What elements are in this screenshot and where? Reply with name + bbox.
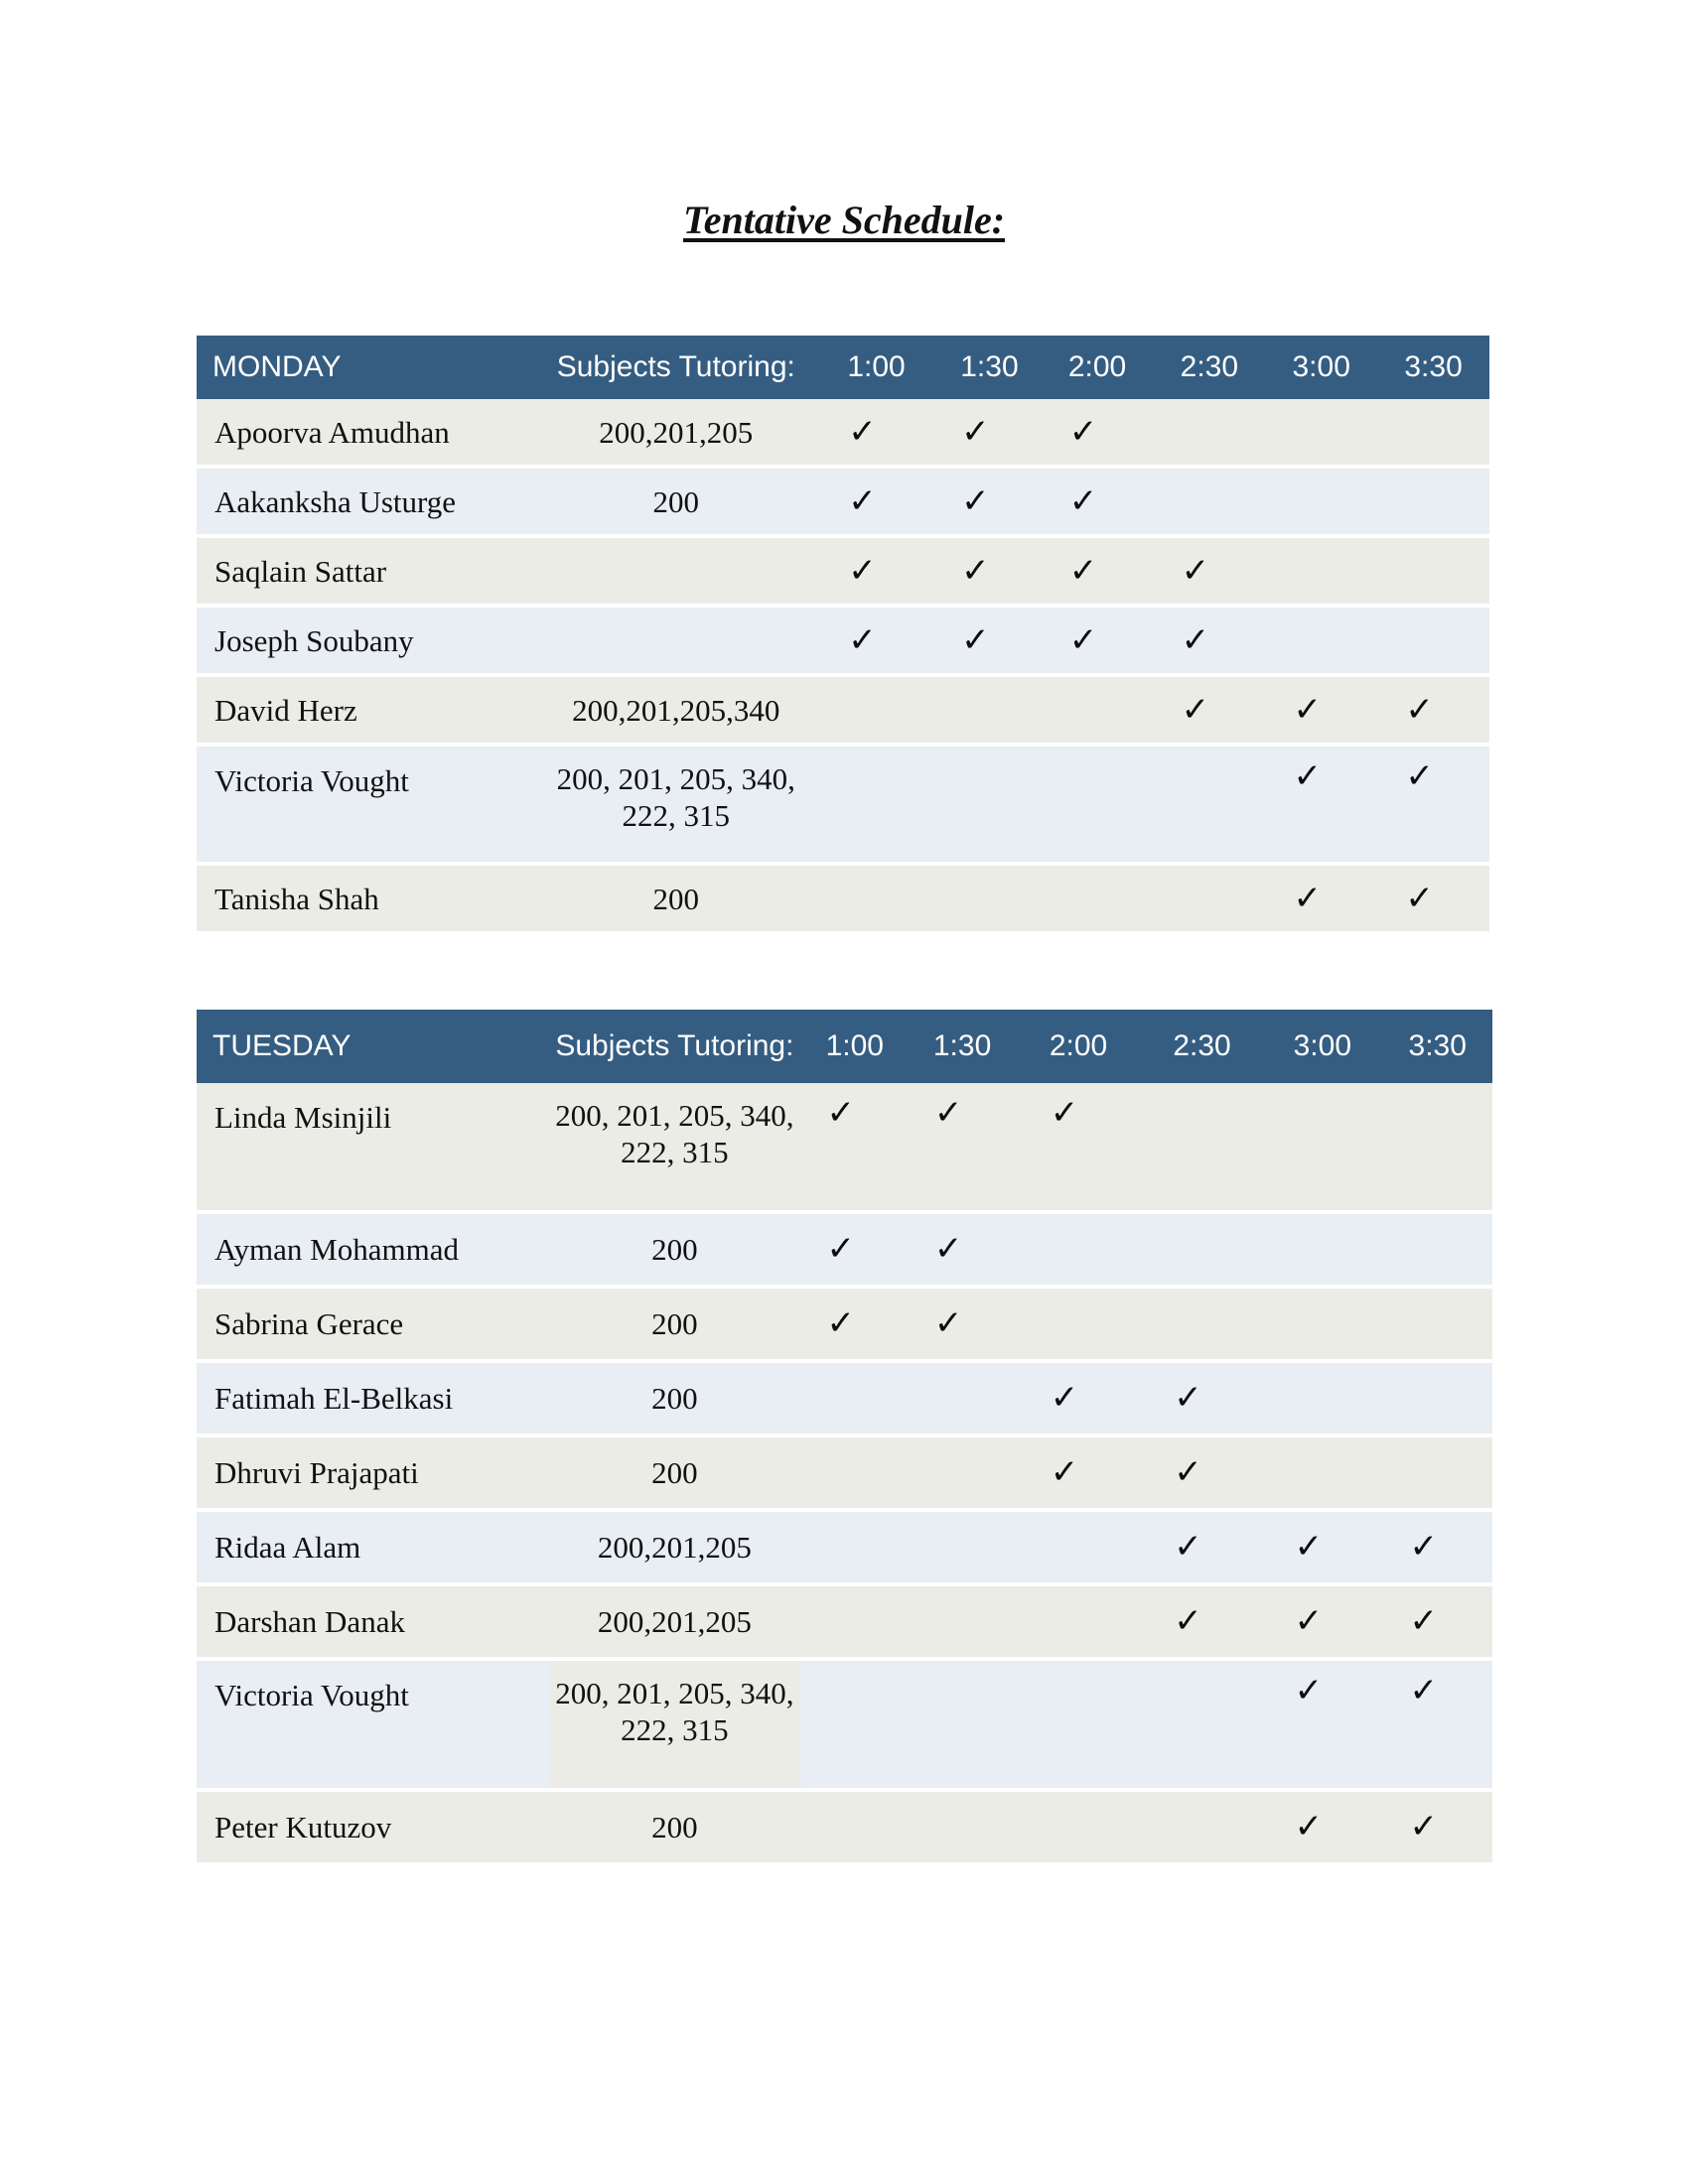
time-slot-cell <box>1382 1661 1492 1792</box>
time-slot-cell <box>1142 1437 1262 1512</box>
checkmark-icon: ✓ <box>848 411 877 452</box>
time-slot-cell <box>1382 1512 1492 1586</box>
time-slot-cell <box>1153 399 1265 469</box>
time-slot-cell <box>1042 866 1154 931</box>
time-slot-cell <box>1015 1437 1142 1512</box>
monday-schedule-body <box>197 399 1489 931</box>
time-slot-cell <box>1262 1289 1382 1363</box>
checkmark-icon: ✓ <box>1405 689 1434 730</box>
checkmark-icon: ✓ <box>1293 878 1322 918</box>
subjects-text: 200, 201, 205, 340, 222, 315 <box>555 1098 794 1169</box>
table-row <box>197 1289 1492 1363</box>
time-slot-cell <box>1382 1083 1492 1214</box>
tutor-name: David Herz <box>197 677 537 747</box>
time-slot-header: 3:30 <box>1377 336 1489 399</box>
time-slot-cell <box>1042 608 1154 677</box>
tutor-name: Peter Kutuzov <box>197 1792 549 1862</box>
time-slot-cell <box>1262 1586 1382 1661</box>
time-slot-cell <box>910 1512 1015 1586</box>
tutor-name: Dhruvi Prajapati <box>197 1437 549 1512</box>
time-slot-cell <box>1265 866 1377 931</box>
subjects-header: Subjects Tutoring: <box>537 336 815 399</box>
checkmark-icon: ✓ <box>1181 619 1210 660</box>
tutor-name: Aakanksha Usturge <box>197 469 537 538</box>
checkmark-icon: ✓ <box>1174 1378 1202 1418</box>
subjects-cell <box>537 608 815 677</box>
subjects-text: 200 <box>651 1455 698 1490</box>
checkmark-icon: ✓ <box>826 1303 856 1343</box>
time-slot-cell <box>1262 1083 1382 1214</box>
checkmark-icon: ✓ <box>848 480 877 521</box>
table-row <box>197 1214 1492 1289</box>
time-slot-cell <box>910 1289 1015 1363</box>
subjects-cell <box>537 866 815 931</box>
subjects-cell <box>549 1214 799 1289</box>
time-slot-cell <box>1142 1214 1262 1289</box>
time-slot-cell <box>815 747 937 866</box>
subjects-text: 200, 201, 205, 340, 222, 315 <box>556 761 795 833</box>
time-slot-header: 3:30 <box>1382 1010 1492 1083</box>
time-slot-cell <box>1382 1586 1492 1661</box>
day-header: TUESDAY <box>197 1010 549 1083</box>
checkmark-icon: ✓ <box>848 550 877 591</box>
checkmark-icon: ✓ <box>1294 1601 1324 1641</box>
time-slot-cell <box>1377 469 1489 538</box>
subjects-cell <box>549 1437 799 1512</box>
subjects-cell <box>537 747 815 866</box>
time-slot-cell <box>1262 1363 1382 1437</box>
table-row <box>197 399 1489 469</box>
time-slot-cell <box>1153 469 1265 538</box>
time-slot-cell <box>1382 1792 1492 1862</box>
time-slot-cell <box>910 1661 1015 1792</box>
checkmark-icon: ✓ <box>1050 1093 1079 1133</box>
table-row <box>197 1363 1492 1437</box>
time-slot-cell <box>937 469 1041 538</box>
checkmark-icon: ✓ <box>1050 1452 1079 1492</box>
tuesday-schedule-body <box>197 1083 1492 1862</box>
checkmark-icon: ✓ <box>1050 1378 1079 1418</box>
time-slot-cell <box>1015 1512 1142 1586</box>
time-slot-cell <box>1377 399 1489 469</box>
checkmark-icon: ✓ <box>1068 480 1098 521</box>
time-slot-cell <box>937 866 1041 931</box>
time-slot-cell <box>1262 1437 1382 1512</box>
checkmark-icon: ✓ <box>1294 1807 1324 1846</box>
time-slot-cell <box>1377 608 1489 677</box>
time-slot-cell <box>815 866 937 931</box>
table-header-row <box>197 336 1489 399</box>
time-slot-cell <box>1042 469 1154 538</box>
checkmark-icon: ✓ <box>961 619 990 660</box>
checkmark-icon: ✓ <box>933 1303 963 1343</box>
time-slot-cell <box>800 1083 910 1214</box>
subjects-text: 200,201,205,340 <box>572 692 780 728</box>
time-slot-cell <box>937 399 1041 469</box>
time-slot-cell <box>1153 608 1265 677</box>
time-slot-header: 2:30 <box>1142 1010 1262 1083</box>
time-slot-cell <box>937 747 1041 866</box>
time-slot-cell <box>1042 677 1154 747</box>
time-slot-cell <box>1265 399 1377 469</box>
time-slot-cell <box>815 608 937 677</box>
subjects-header: Subjects Tutoring: <box>549 1010 799 1083</box>
time-slot-cell <box>1265 677 1377 747</box>
time-slot-cell <box>1262 1214 1382 1289</box>
subjects-text: 200,201,205 <box>597 1604 752 1639</box>
page-title: Tentative Schedule: <box>682 198 1006 242</box>
time-slot-cell <box>910 1214 1015 1289</box>
checkmark-icon: ✓ <box>1174 1527 1202 1567</box>
time-slot-header: 3:00 <box>1262 1010 1382 1083</box>
time-slot-cell <box>1015 1661 1142 1792</box>
subjects-cell <box>549 1083 799 1214</box>
time-slot-cell <box>910 1792 1015 1862</box>
time-slot-header: 1:30 <box>937 336 1041 399</box>
checkmark-icon: ✓ <box>826 1093 856 1133</box>
time-slot-cell <box>1042 747 1154 866</box>
time-slot-cell <box>1015 1792 1142 1862</box>
checkmark-icon: ✓ <box>961 480 990 521</box>
time-slot-cell <box>937 538 1041 608</box>
time-slot-cell <box>1042 399 1154 469</box>
time-slot-cell <box>1265 469 1377 538</box>
time-slot-cell <box>800 1792 910 1862</box>
subjects-cell <box>549 1586 799 1661</box>
time-slot-cell <box>1142 1586 1262 1661</box>
subjects-text: 200,201,205 <box>599 414 754 450</box>
time-slot-cell <box>1382 1437 1492 1512</box>
tutor-name: Ayman Mohammad <box>197 1214 549 1289</box>
monday-schedule-table <box>197 336 1489 931</box>
time-slot-header: 3:00 <box>1265 336 1377 399</box>
tutor-name: Tanisha Shah <box>197 866 537 931</box>
table-row <box>197 1586 1492 1661</box>
time-slot-cell <box>1142 1661 1262 1792</box>
tutor-name: Darshan Danak <box>197 1586 549 1661</box>
tuesday-schedule-table <box>197 1010 1492 1862</box>
checkmark-icon: ✓ <box>1409 1807 1438 1846</box>
time-slot-cell <box>800 1214 910 1289</box>
checkmark-icon: ✓ <box>1174 1601 1202 1641</box>
checkmark-icon: ✓ <box>1409 1671 1438 1710</box>
table-row <box>197 1792 1492 1862</box>
time-slot-cell <box>1382 1214 1492 1289</box>
subjects-cell <box>549 1289 799 1363</box>
subjects-cell <box>549 1661 799 1792</box>
time-slot-cell <box>937 608 1041 677</box>
time-slot-header: 2:00 <box>1042 336 1154 399</box>
time-slot-cell <box>910 1083 1015 1214</box>
time-slot-cell <box>815 469 937 538</box>
time-slot-cell <box>1015 1586 1142 1661</box>
checkmark-icon: ✓ <box>1405 756 1434 796</box>
tutor-name: Victoria Vought <box>197 1661 549 1792</box>
table-row <box>197 1661 1492 1792</box>
tutor-name: Apoorva Amudhan <box>197 399 537 469</box>
subjects-text: 200 <box>652 881 700 916</box>
checkmark-icon: ✓ <box>1294 1671 1324 1710</box>
subjects-cell <box>537 399 815 469</box>
subjects-cell <box>549 1512 799 1586</box>
subjects-cell <box>537 469 815 538</box>
time-slot-cell <box>1262 1792 1382 1862</box>
checkmark-icon: ✓ <box>1409 1601 1438 1641</box>
time-slot-cell <box>1153 866 1265 931</box>
checkmark-icon: ✓ <box>1293 689 1322 730</box>
time-slot-cell <box>1153 747 1265 866</box>
time-slot-cell <box>1153 677 1265 747</box>
time-slot-cell <box>910 1586 1015 1661</box>
time-slot-cell <box>1382 1289 1492 1363</box>
time-slot-cell <box>1262 1512 1382 1586</box>
checkmark-icon: ✓ <box>1405 878 1434 918</box>
checkmark-icon: ✓ <box>1181 550 1210 591</box>
subjects-text: 200,201,205 <box>597 1530 752 1565</box>
time-slot-cell <box>1262 1661 1382 1792</box>
time-slot-cell <box>1142 1083 1262 1214</box>
time-slot-cell <box>910 1437 1015 1512</box>
time-slot-cell <box>937 677 1041 747</box>
time-slot-cell <box>1382 1363 1492 1437</box>
table-row <box>197 469 1489 538</box>
table-row <box>197 538 1489 608</box>
time-slot-cell <box>1142 1512 1262 1586</box>
time-slot-cell <box>1015 1363 1142 1437</box>
table-row <box>197 1512 1492 1586</box>
time-slot-cell <box>1265 538 1377 608</box>
time-slot-cell <box>800 1437 910 1512</box>
tutor-name: Saqlain Sattar <box>197 538 537 608</box>
table-row <box>197 1083 1492 1214</box>
time-slot-cell <box>1265 747 1377 866</box>
time-slot-cell <box>800 1661 910 1792</box>
time-slot-cell <box>1377 677 1489 747</box>
time-slot-cell <box>1377 538 1489 608</box>
tutor-name: Joseph Soubany <box>197 608 537 677</box>
checkmark-icon: ✓ <box>848 619 877 660</box>
time-slot-cell <box>1015 1214 1142 1289</box>
subjects-text: 200 <box>652 483 700 519</box>
table-row <box>197 866 1489 931</box>
checkmark-icon: ✓ <box>1294 1527 1324 1567</box>
subjects-text: 200 <box>651 1810 698 1844</box>
checkmark-icon: ✓ <box>1068 550 1098 591</box>
time-slot-cell <box>910 1363 1015 1437</box>
tutor-name: Linda Msinjili <box>197 1083 549 1214</box>
time-slot-cell <box>1377 866 1489 931</box>
time-slot-cell <box>800 1586 910 1661</box>
checkmark-icon: ✓ <box>1181 689 1210 730</box>
subjects-text: 200 <box>651 1381 698 1416</box>
table-header-row <box>197 1010 1492 1083</box>
tutor-name: Sabrina Gerace <box>197 1289 549 1363</box>
checkmark-icon: ✓ <box>1174 1452 1202 1492</box>
time-slot-cell <box>815 677 937 747</box>
day-header: MONDAY <box>197 336 537 399</box>
time-slot-cell <box>1042 538 1154 608</box>
table-row <box>197 1437 1492 1512</box>
time-slot-cell <box>800 1512 910 1586</box>
subjects-cell <box>537 538 815 608</box>
tutor-name: Fatimah El-Belkasi <box>197 1363 549 1437</box>
time-slot-header: 1:00 <box>800 1010 910 1083</box>
time-slot-cell <box>1142 1289 1262 1363</box>
time-slot-cell <box>815 399 937 469</box>
table-row <box>197 747 1489 866</box>
checkmark-icon: ✓ <box>826 1229 856 1269</box>
time-slot-cell <box>1142 1363 1262 1437</box>
time-slot-header: 1:00 <box>815 336 937 399</box>
checkmark-icon: ✓ <box>1409 1527 1438 1567</box>
time-slot-cell <box>1377 747 1489 866</box>
time-slot-header: 2:30 <box>1153 336 1265 399</box>
subjects-cell <box>549 1363 799 1437</box>
subjects-text: 200, 201, 205, 340, 222, 315 <box>555 1676 794 1747</box>
checkmark-icon: ✓ <box>961 411 990 452</box>
checkmark-icon: ✓ <box>1068 619 1098 660</box>
time-slot-cell <box>1015 1083 1142 1214</box>
subjects-cell <box>549 1792 799 1862</box>
checkmark-icon: ✓ <box>933 1093 963 1133</box>
time-slot-cell <box>1142 1792 1262 1862</box>
time-slot-cell <box>815 538 937 608</box>
tutor-name: Ridaa Alam <box>197 1512 549 1586</box>
checkmark-icon: ✓ <box>933 1229 963 1269</box>
checkmark-icon: ✓ <box>1293 756 1322 796</box>
time-slot-header: 1:30 <box>910 1010 1015 1083</box>
time-slot-cell <box>1015 1289 1142 1363</box>
time-slot-cell <box>800 1363 910 1437</box>
table-row <box>197 677 1489 747</box>
time-slot-cell <box>1265 608 1377 677</box>
time-slot-cell <box>1153 538 1265 608</box>
tutor-name: Victoria Vought <box>197 747 537 866</box>
table-row <box>197 608 1489 677</box>
subjects-text: 200 <box>651 1306 698 1341</box>
checkmark-icon: ✓ <box>961 550 990 591</box>
checkmark-icon: ✓ <box>1068 411 1098 452</box>
time-slot-header: 2:00 <box>1015 1010 1142 1083</box>
subjects-cell <box>537 677 815 747</box>
time-slot-cell <box>800 1289 910 1363</box>
subjects-text: 200 <box>651 1232 698 1267</box>
